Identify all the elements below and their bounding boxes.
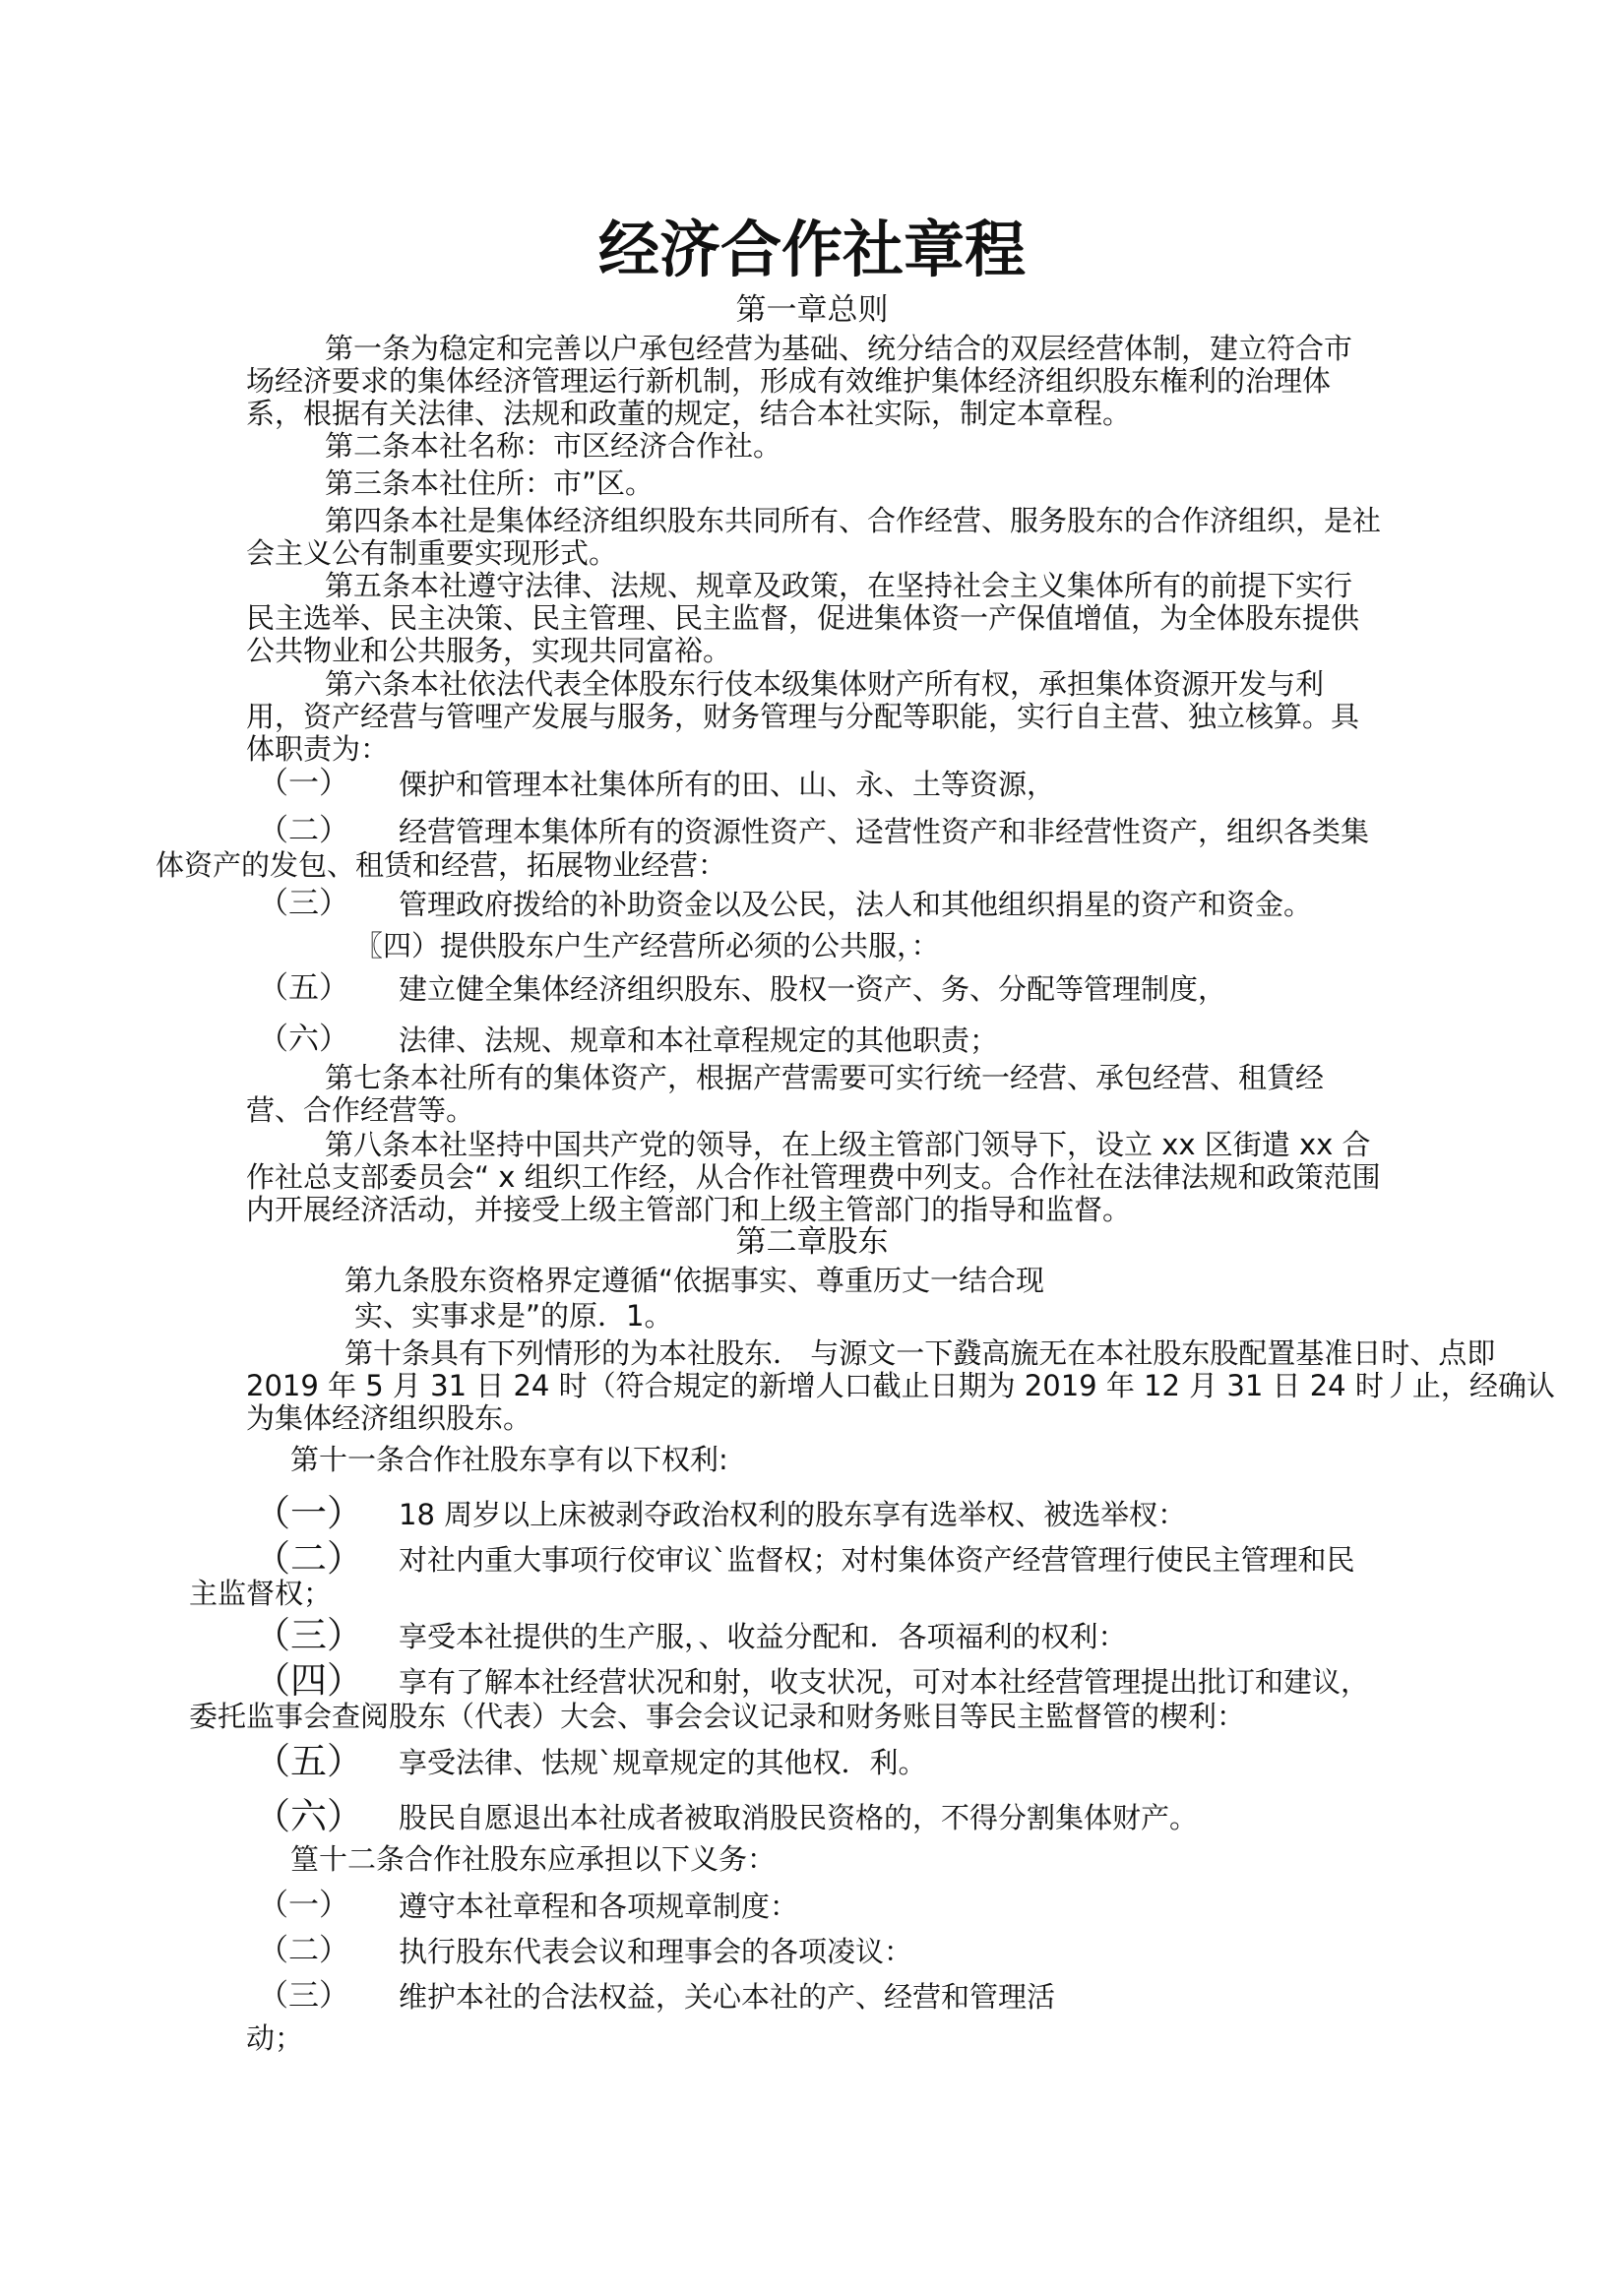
article-4-line-2: 会主义公有制重要实现形式。: [246, 536, 618, 570]
duty-5-text: 建立健全集体经济组织股东、股权一资产、务、分配等管理制度，: [399, 972, 1227, 1006]
right-5-number: （五）: [254, 1740, 363, 1782]
duty-2-line-1: 经营管理本集体所有的资源性资产、迳营性资产和非经营性资产，组织各类集: [399, 815, 1370, 848]
duty-2-line-2: 体资产的发包、租赁和经营，拓展物业经营：: [156, 848, 727, 882]
article-1-line-3: 系，根据有关法律、法规和政董的规定，结合本社实际，制定本章程。: [246, 397, 1132, 430]
right-6-text: 股民自愿退出本社成者被取消股民资格的，不得分割集体财产。: [399, 1801, 1199, 1834]
right-2-line-1: 对社内重大事项行佼审议`监督权；对村集体资产经营管理行使民主管理和民: [399, 1543, 1355, 1577]
right-1-number: （一）: [254, 1492, 363, 1534]
right-1-text: 18 周岁以上床被剥夺政治权利的股东享有选举权、被选举杈：: [399, 1498, 1187, 1531]
article-6-line-2: 用，资产经营与管哩产发展与服务，财务管理与分配等职能，实行自主营、独立核算。具: [246, 700, 1360, 733]
article-4-line-1: 第四条本社是集体经济组织股东共同所有、合作经营、服务股东的合作济组织，是社: [325, 504, 1382, 537]
article-12: 篁十二条合作社股东应承担以下义务：: [290, 1842, 777, 1876]
article-10-line-2: 2019 年 5 月 31 日 24 时（符合規定的新增人口截止日期为 2019 年 12 月 31 日 24 时丿止，经确认: [246, 1369, 1555, 1402]
duty-4-text: 〖四）提供股东户生产经营所必须的公共服，：: [354, 929, 940, 962]
right-3-number: （三）: [254, 1614, 363, 1656]
chapter-heading-1: 第一章总则: [735, 292, 889, 328]
article-5-line-1: 第五条本社遵守法律、法规、规章及政策，在坚持社会主义集体所有的前提下实行: [325, 569, 1353, 602]
obligation-3-line-1: 维护本社的合法权益，关心本社的产、经营和管理活: [399, 1980, 1056, 2014]
article-11: 第十一条合作社股东享有以下权利:: [290, 1443, 728, 1476]
article-1-line-2: 场经济要求的集体经济管理运行新机制，形成有效维护集体经济组织股东権利的治理体: [246, 364, 1332, 398]
right-6-number: （六）: [254, 1795, 363, 1837]
obligation-2-text: 执行股东代表会议和理事会的各项凌议：: [399, 1935, 913, 1968]
article-10-line-3: 为集体经济组织股东。: [246, 1401, 532, 1435]
right-2-number: （二）: [254, 1537, 363, 1580]
article-7-line-1: 第七条本社所有的集体资产，根据产营需要可实行统一经营、承包经营、租賃经: [325, 1061, 1325, 1094]
obligation-1-number: （一）: [258, 1888, 349, 1923]
duty-2-number: （二）: [258, 813, 349, 848]
article-8-line-3: 内开展经济活动，并接受上级主管部门和上级主管部门的指导和监督。: [246, 1193, 1132, 1226]
article-7-line-2: 营、合作经营等。: [246, 1093, 475, 1127]
article-3: 第三条本社住所：市”区。: [325, 466, 655, 500]
obligation-3-number: （三）: [258, 1978, 349, 2014]
document-title: 经济合作社章程: [597, 214, 1026, 285]
article-9-line-1: 第九条股东资格界定遵循“依据事实、尊重历丈一结合现: [344, 1264, 1045, 1297]
obligation-3-line-2: 动；: [246, 2021, 304, 2055]
right-4-line-2: 委托监事会查阅股东（代表）大会、事会会议记录和财务账目等民主監督管的楔利：: [189, 1700, 1246, 1733]
duty-5-number: （五）: [258, 970, 349, 1006]
article-10-line-1: 第十条具有下列情形的为本社股东． 与源文一下鼗高旒无在本社股东股配置基准日时、点即: [344, 1336, 1496, 1370]
article-1-line-1: 第一条为稳定和完善以户承包经营为基础、统分结合的双层经营体制，建立符合市: [325, 332, 1353, 365]
article-8-line-1: 第八条本社坚持中国共产党的领导，在上级主管部门领导下，设立 xx 区街遣 xx 合: [325, 1128, 1371, 1161]
article-5-line-2: 民主选举、民主决策、民主管理、民主监督，促进集体资一产保值增值，为全体股东提供: [246, 601, 1360, 635]
article-8-line-2: 作社总支部委员会“ x 组织工作经，从合作社管理费中列支。合作社在法律法规和政策范围: [246, 1160, 1381, 1194]
right-4-number: （四）: [254, 1659, 363, 1702]
right-4-line-1: 享有了解本社经营状况和射，收支状况，可对本社经营管理提出批订和建议，: [399, 1665, 1370, 1699]
article-5-line-3: 公共物业和公共服务，实现共同富裕。: [246, 634, 732, 667]
article-6-line-3: 体职责为：: [246, 732, 390, 766]
duty-1-text: 傈护和管理本社集体所有的田、山、永、土等资源，: [399, 768, 1056, 801]
chapter-heading-2: 第二章股东: [735, 1224, 889, 1260]
duty-6-text: 法律、法规、规章和本社章程规定的其他职责；: [399, 1024, 999, 1057]
article-2: 第二条本社名称：市区经济合作社。: [325, 429, 782, 463]
obligation-2-number: （二）: [258, 1933, 349, 1968]
duty-3-number: （三）: [258, 886, 349, 921]
duty-6-number: （六）: [258, 1022, 349, 1057]
article-9-line-2: 实、实事求是”的原．1。: [354, 1299, 673, 1333]
obligation-1-text: 遵守本社章程和各项规章制度：: [399, 1890, 799, 1923]
right-5-text: 享受法律、怯规`规章规定的其他权．利。: [399, 1746, 927, 1779]
duty-3-text: 管理政府拨给的补助资金以及公民，法人和其他组织捐星的资产和资金。: [399, 888, 1313, 921]
right-3-text: 享受本社提供的生产服，、收益分配和．各项福利的权利：: [399, 1620, 1127, 1653]
article-6-line-1: 第六条本社依法代表全体股东行伎本级集体财产所有杈，承担集体资源开发与利: [325, 667, 1325, 701]
duty-1-number: （一）: [258, 766, 349, 801]
right-2-line-2: 主监督权；: [189, 1577, 333, 1610]
